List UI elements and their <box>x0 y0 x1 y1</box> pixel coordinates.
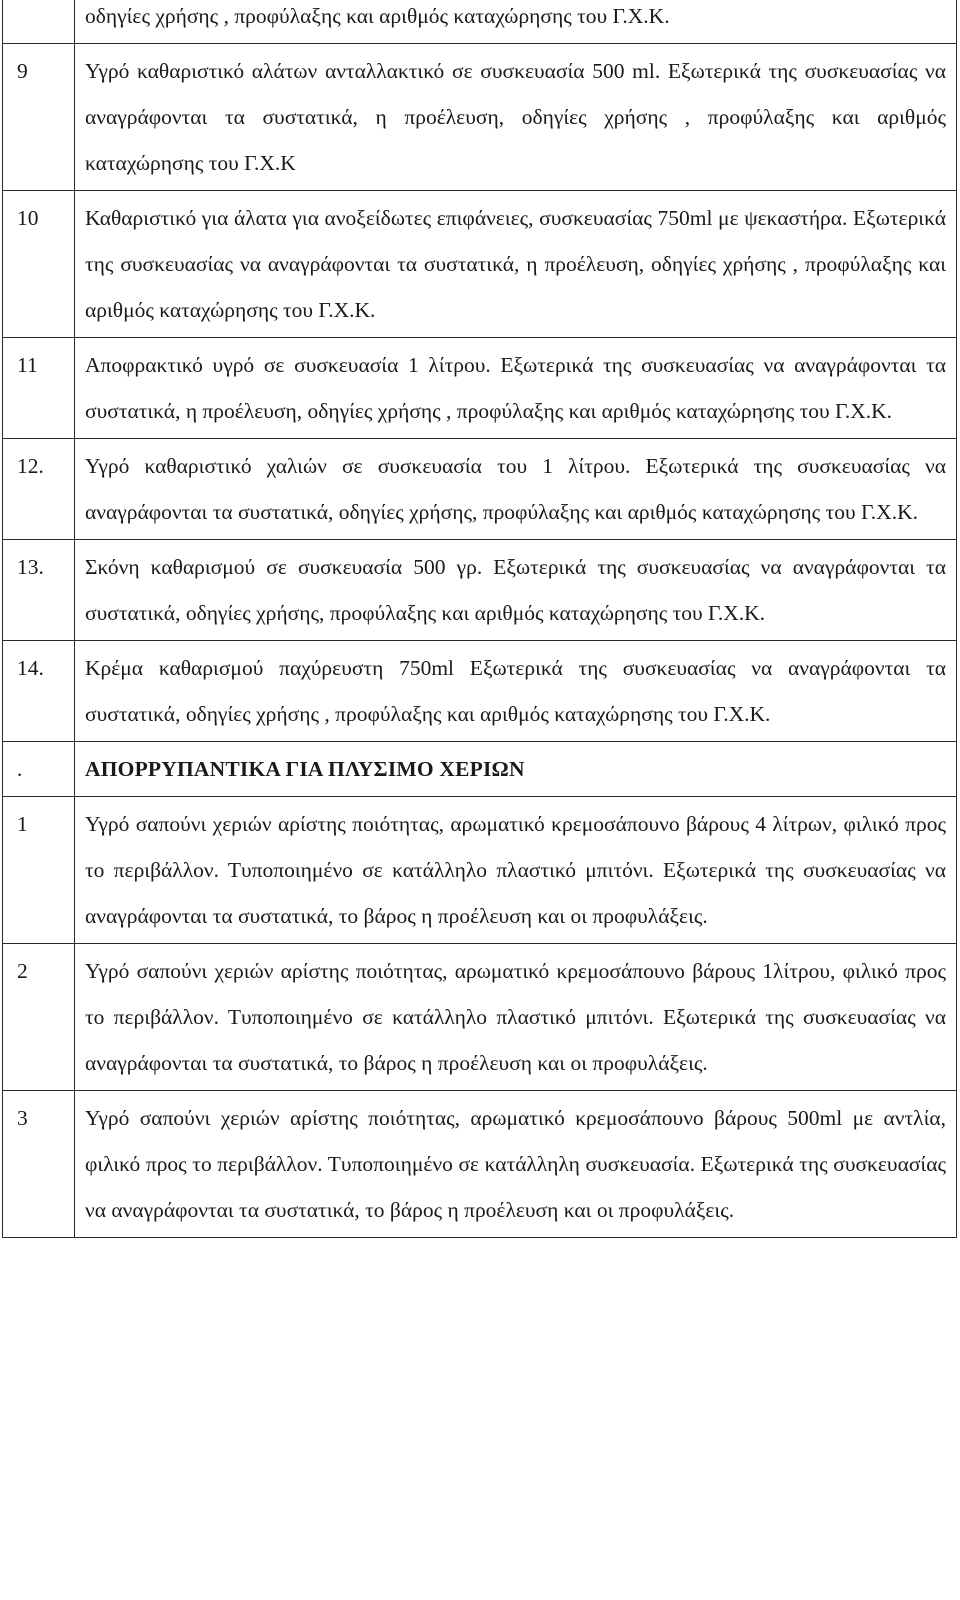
row-number: 10 <box>3 191 75 338</box>
row-description: Κρέμα καθαρισμού παχύρευστη 750ml Εξωτερικά της συσκευασίας να αναγράφονται τα συστατικά, οδηγίες χρήσης , προφύλαξης και αριθμός καταχώρησης του Γ.Χ.Κ. <box>75 641 957 742</box>
table-row <box>3 540 957 641</box>
table-row <box>3 1091 957 1238</box>
specifications-table <box>2 0 957 1238</box>
row-number: 13. <box>3 540 75 641</box>
table-row <box>3 797 957 944</box>
row-description: Αποφρακτικό υγρό σε συσκευασία 1 λίτρου. Εξωτερικά της συσκευασίας να αναγράφονται τα συστατικά, η προέλευση, οδηγίες χρήσης , προφύλαξης και αριθμός καταχώρησης του Γ.Χ.Κ. <box>75 338 957 439</box>
row-number: 2 <box>3 944 75 1091</box>
table-row <box>3 0 957 44</box>
row-number: . <box>3 742 75 797</box>
row-number <box>3 0 75 44</box>
row-number: 9 <box>3 44 75 191</box>
table-row <box>3 439 957 540</box>
row-description: Υγρό σαπούνι χεριών αρίστης ποιότητας, αρωματικό κρεμοσάπουνο βάρους 500ml με αντλία, φιλικό προς το περιβάλλον. Τυποποιημένο σε κατάλληλη συσκευασία. Εξωτερικά της συσκευασίας να αναγράφονται τα συστατικά, το βάρος η προέλευση και οι προφυλάξεις. <box>75 1091 957 1238</box>
row-description: οδηγίες χρήσης , προφύλαξης και αριθμός καταχώρησης του Γ.Χ.Κ. <box>75 0 957 44</box>
row-description: Υγρό καθαριστικό αλάτων ανταλλακτικό σε συσκευασία 500 ml. Εξωτερικά της συσκευασίας να αναγράφονται τα συστατικά, η προέλευση, οδηγίες χρήσης , προφύλαξης και αριθμός καταχώρησης του Γ.Χ.Κ <box>75 44 957 191</box>
section-heading: ΑΠΟΡΡΥΠΑΝΤΙΚΑ ΓΙΑ ΠΛΥΣΙΜΟ ΧΕΡΙΩΝ <box>75 742 957 797</box>
row-number: 14. <box>3 641 75 742</box>
row-description: Υγρό σαπούνι χεριών αρίστης ποιότητας, αρωματικό κρεμοσάπουνο βάρους 4 λίτρων, φιλικό προς το περιβάλλον. Τυποποιημένο σε κατάλληλο πλαστικό μπιτόνι. Εξωτερικά της συσκευασίας να αναγράφονται τα συστατικά, το βάρος η προέλευση και οι προφυλάξεις. <box>75 797 957 944</box>
row-description: Καθαριστικό για άλατα για ανοξείδωτες επιφάνειες, συσκευασίας 750ml με ψεκαστήρα. Εξωτερικά της συσκευασίας να αναγράφονται τα συστατικά, η προέλευση, οδηγίες χρήσης , προφύλαξης και αριθμός καταχώρησης του Γ.Χ.Κ. <box>75 191 957 338</box>
row-number: 1 <box>3 797 75 944</box>
section-heading-row <box>3 742 957 797</box>
row-number: 3 <box>3 1091 75 1238</box>
table-row <box>3 944 957 1091</box>
row-number: 12. <box>3 439 75 540</box>
table-row <box>3 191 957 338</box>
table-row <box>3 641 957 742</box>
row-description: Υγρό σαπούνι χεριών αρίστης ποιότητας, αρωματικό κρεμοσάπουνο βάρους 1λίτρου, φιλικό προς το περιβάλλον. Τυποποιημένο σε κατάλληλο πλαστικό μπιτόνι. Εξωτερικά της συσκευασίας να αναγράφονται τα συστατικά, το βάρος η προέλευση και οι προφυλάξεις. <box>75 944 957 1091</box>
table-row <box>3 338 957 439</box>
row-number: 11 <box>3 338 75 439</box>
table-row <box>3 44 957 191</box>
row-description: Υγρό καθαριστικό χαλιών σε συσκευασία του 1 λίτρου. Εξωτερικά της συσκευασίας να αναγράφονται τα συστατικά, οδηγίες χρήσης, προφύλαξης και αριθμός καταχώρησης του Γ.Χ.Κ. <box>75 439 957 540</box>
row-description: Σκόνη καθαρισμού σε συσκευασία 500 γρ. Εξωτερικά της συσκευασίας να αναγράφονται τα συστατικά, οδηγίες χρήσης, προφύλαξης και αριθμός καταχώρησης του Γ.Χ.Κ. <box>75 540 957 641</box>
